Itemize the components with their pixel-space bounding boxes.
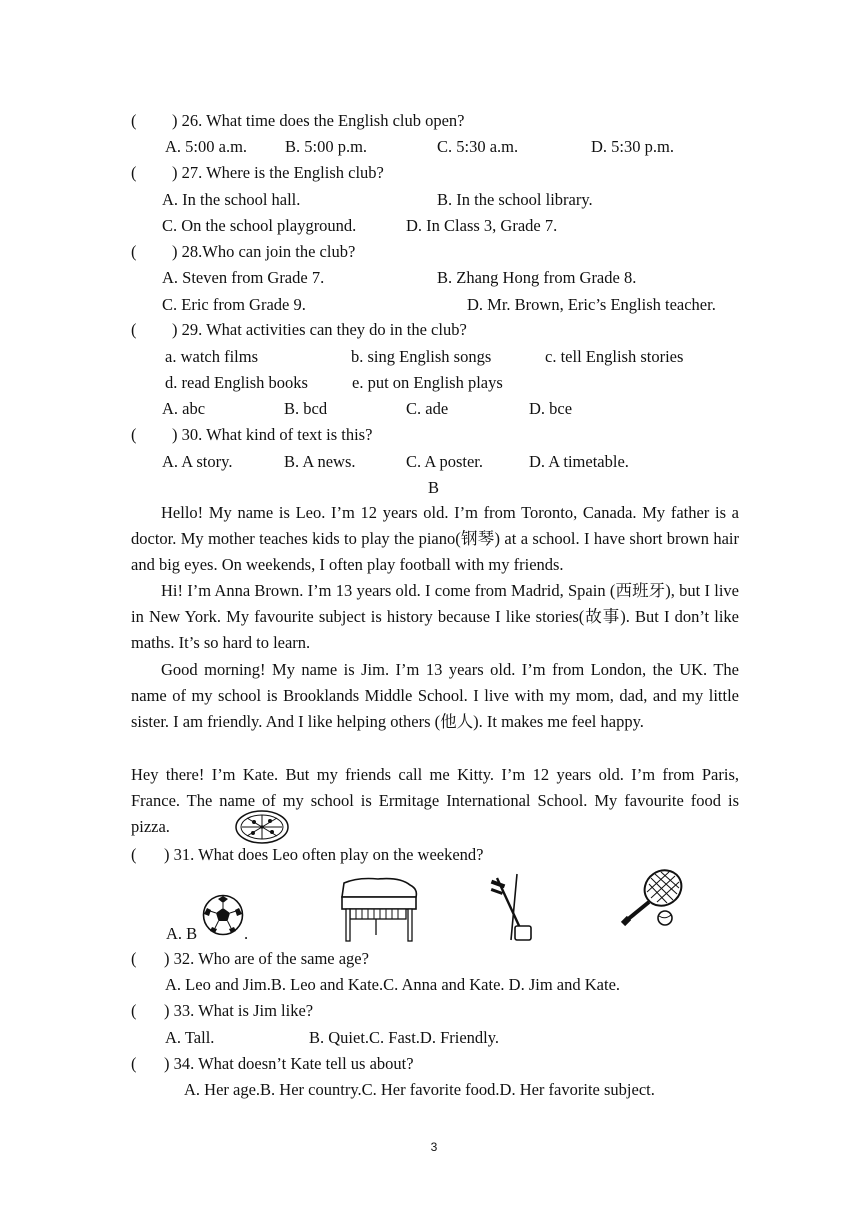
q26-opt-b: B. 5:00 p.m. — [285, 137, 368, 156]
passage-anna: Hi! I’m Anna Brown. I’m 13 years old. I come from Madrid, Spain (西班牙), but I live in New York. My favourite subject is history because I like stories(故事). But I don’t like maths. It’s so hard to learn. — [131, 581, 739, 653]
q33-stem: ) 33. What is Jim like? — [164, 1001, 314, 1020]
q31-stem: ) 31. What does Leo often play on the weekend? — [164, 845, 484, 864]
q28-stem: ) 28.Who can join the club? — [172, 242, 356, 261]
q29-opt-c: C. ade — [406, 399, 449, 418]
q33-paren-left: ( — [131, 1001, 137, 1020]
q30-opt-b: B. A news. — [284, 452, 356, 471]
passage-jim: Good morning! My name is Jim. I’m 13 years old. I’m from London, the UK. The name of my school is Brooklands Middle School. I live with my mom, dad, and my little sister. I am friendly. And I like helping others (他人). It makes me feel happy. — [131, 660, 739, 732]
q28-opt-a: A. Steven from Grade 7. — [162, 268, 325, 287]
q27-opt-b: B. In the school library. — [437, 190, 593, 209]
q30-opt-a: A. A story. — [162, 452, 233, 471]
q30-opt-d: D. A timetable. — [529, 452, 629, 471]
q27-paren-left: ( — [131, 163, 137, 182]
q27-opt-a: A. In the school hall. — [162, 190, 301, 209]
q31-period: . — [244, 924, 249, 943]
q26-opt-a: A. 5:00 a.m. — [165, 137, 248, 156]
football-icon — [202, 894, 244, 936]
piano-icon — [338, 875, 422, 943]
q32-paren-left: ( — [131, 949, 137, 968]
q26-paren-left: ( — [131, 111, 137, 130]
tennis-racket-icon — [619, 866, 689, 932]
q29-opt-d: D. bce — [529, 399, 573, 418]
q30-opt-c: C. A poster. — [406, 452, 484, 471]
section-b-heading: B — [428, 478, 440, 497]
q29-item-b: b. sing English songs — [351, 347, 492, 366]
q27-opt-d: D. In Class 3, Grade 7. — [406, 216, 558, 235]
q28-paren-left: ( — [131, 242, 137, 261]
q34-stem: ) 34. What doesn’t Kate tell us about? — [164, 1054, 414, 1073]
pizza-icon — [234, 808, 290, 846]
passage-kate: Hey there! I’m Kate. But my friends call me Kitty. I’m 12 years old. I’m from Paris, France. The name of my school is Ermitage International School. My favourite food is pizza. — [131, 765, 739, 837]
page-number: 3 — [430, 1140, 438, 1154]
q29-item-d: d. read English books — [165, 373, 308, 392]
q29-paren-left: ( — [131, 320, 137, 339]
q28-opt-b: B. Zhang Hong from Grade 8. — [437, 268, 637, 287]
q34-paren-left: ( — [131, 1054, 137, 1073]
passage-leo: Hello! My name is Leo. I’m 12 years old. I’m from Toronto, Canada. My father is a doctor. My mother teaches kids to play the piano(钢琴) at a school. I have short brown hair and big eyes. On weekends, I often play football with my friends. — [131, 503, 739, 575]
q32-options: A. Leo and Jim.B. Leo and Kate.C. Anna and Kate. D. Jim and Kate. — [165, 975, 621, 994]
q30-paren-left: ( — [131, 425, 137, 444]
q32-stem: ) 32. Who are of the same age? — [164, 949, 369, 968]
q29-opt-a: A. abc — [162, 399, 206, 418]
q33-opt-a: A. Tall. — [165, 1028, 215, 1047]
q26-opt-c: C. 5:30 a.m. — [437, 137, 519, 156]
q29-item-a: a. watch films — [165, 347, 259, 366]
q29-opt-b: B. bcd — [284, 399, 328, 418]
q31-paren-left: ( — [131, 845, 137, 864]
q34-options: A. Her age.B. Her country.C. Her favorite food.D. Her favorite subject. — [184, 1080, 655, 1099]
q27-opt-c: C. On the school playground. — [162, 216, 357, 235]
q26-stem: ) 26. What time does the English club open? — [172, 111, 465, 130]
q29-stem: ) 29. What activities can they do in the club? — [172, 320, 467, 339]
q33-options-rest: B. Quiet.C. Fast.D. Friendly. — [309, 1028, 500, 1047]
q28-opt-d: D. Mr. Brown, Eric’s English teacher. — [467, 295, 716, 314]
q28-opt-c: C. Eric from Grade 9. — [162, 295, 306, 314]
q31-opt-a: A. B — [166, 924, 198, 943]
erhu-icon — [487, 872, 539, 944]
q30-stem: ) 30. What kind of text is this? — [172, 425, 373, 444]
q26-opt-d: D. 5:30 p.m. — [591, 137, 674, 156]
q29-item-c: c. tell English stories — [545, 347, 684, 366]
q29-item-e: e. put on English plays — [352, 373, 503, 392]
q27-stem: ) 27. Where is the English club? — [172, 163, 384, 182]
